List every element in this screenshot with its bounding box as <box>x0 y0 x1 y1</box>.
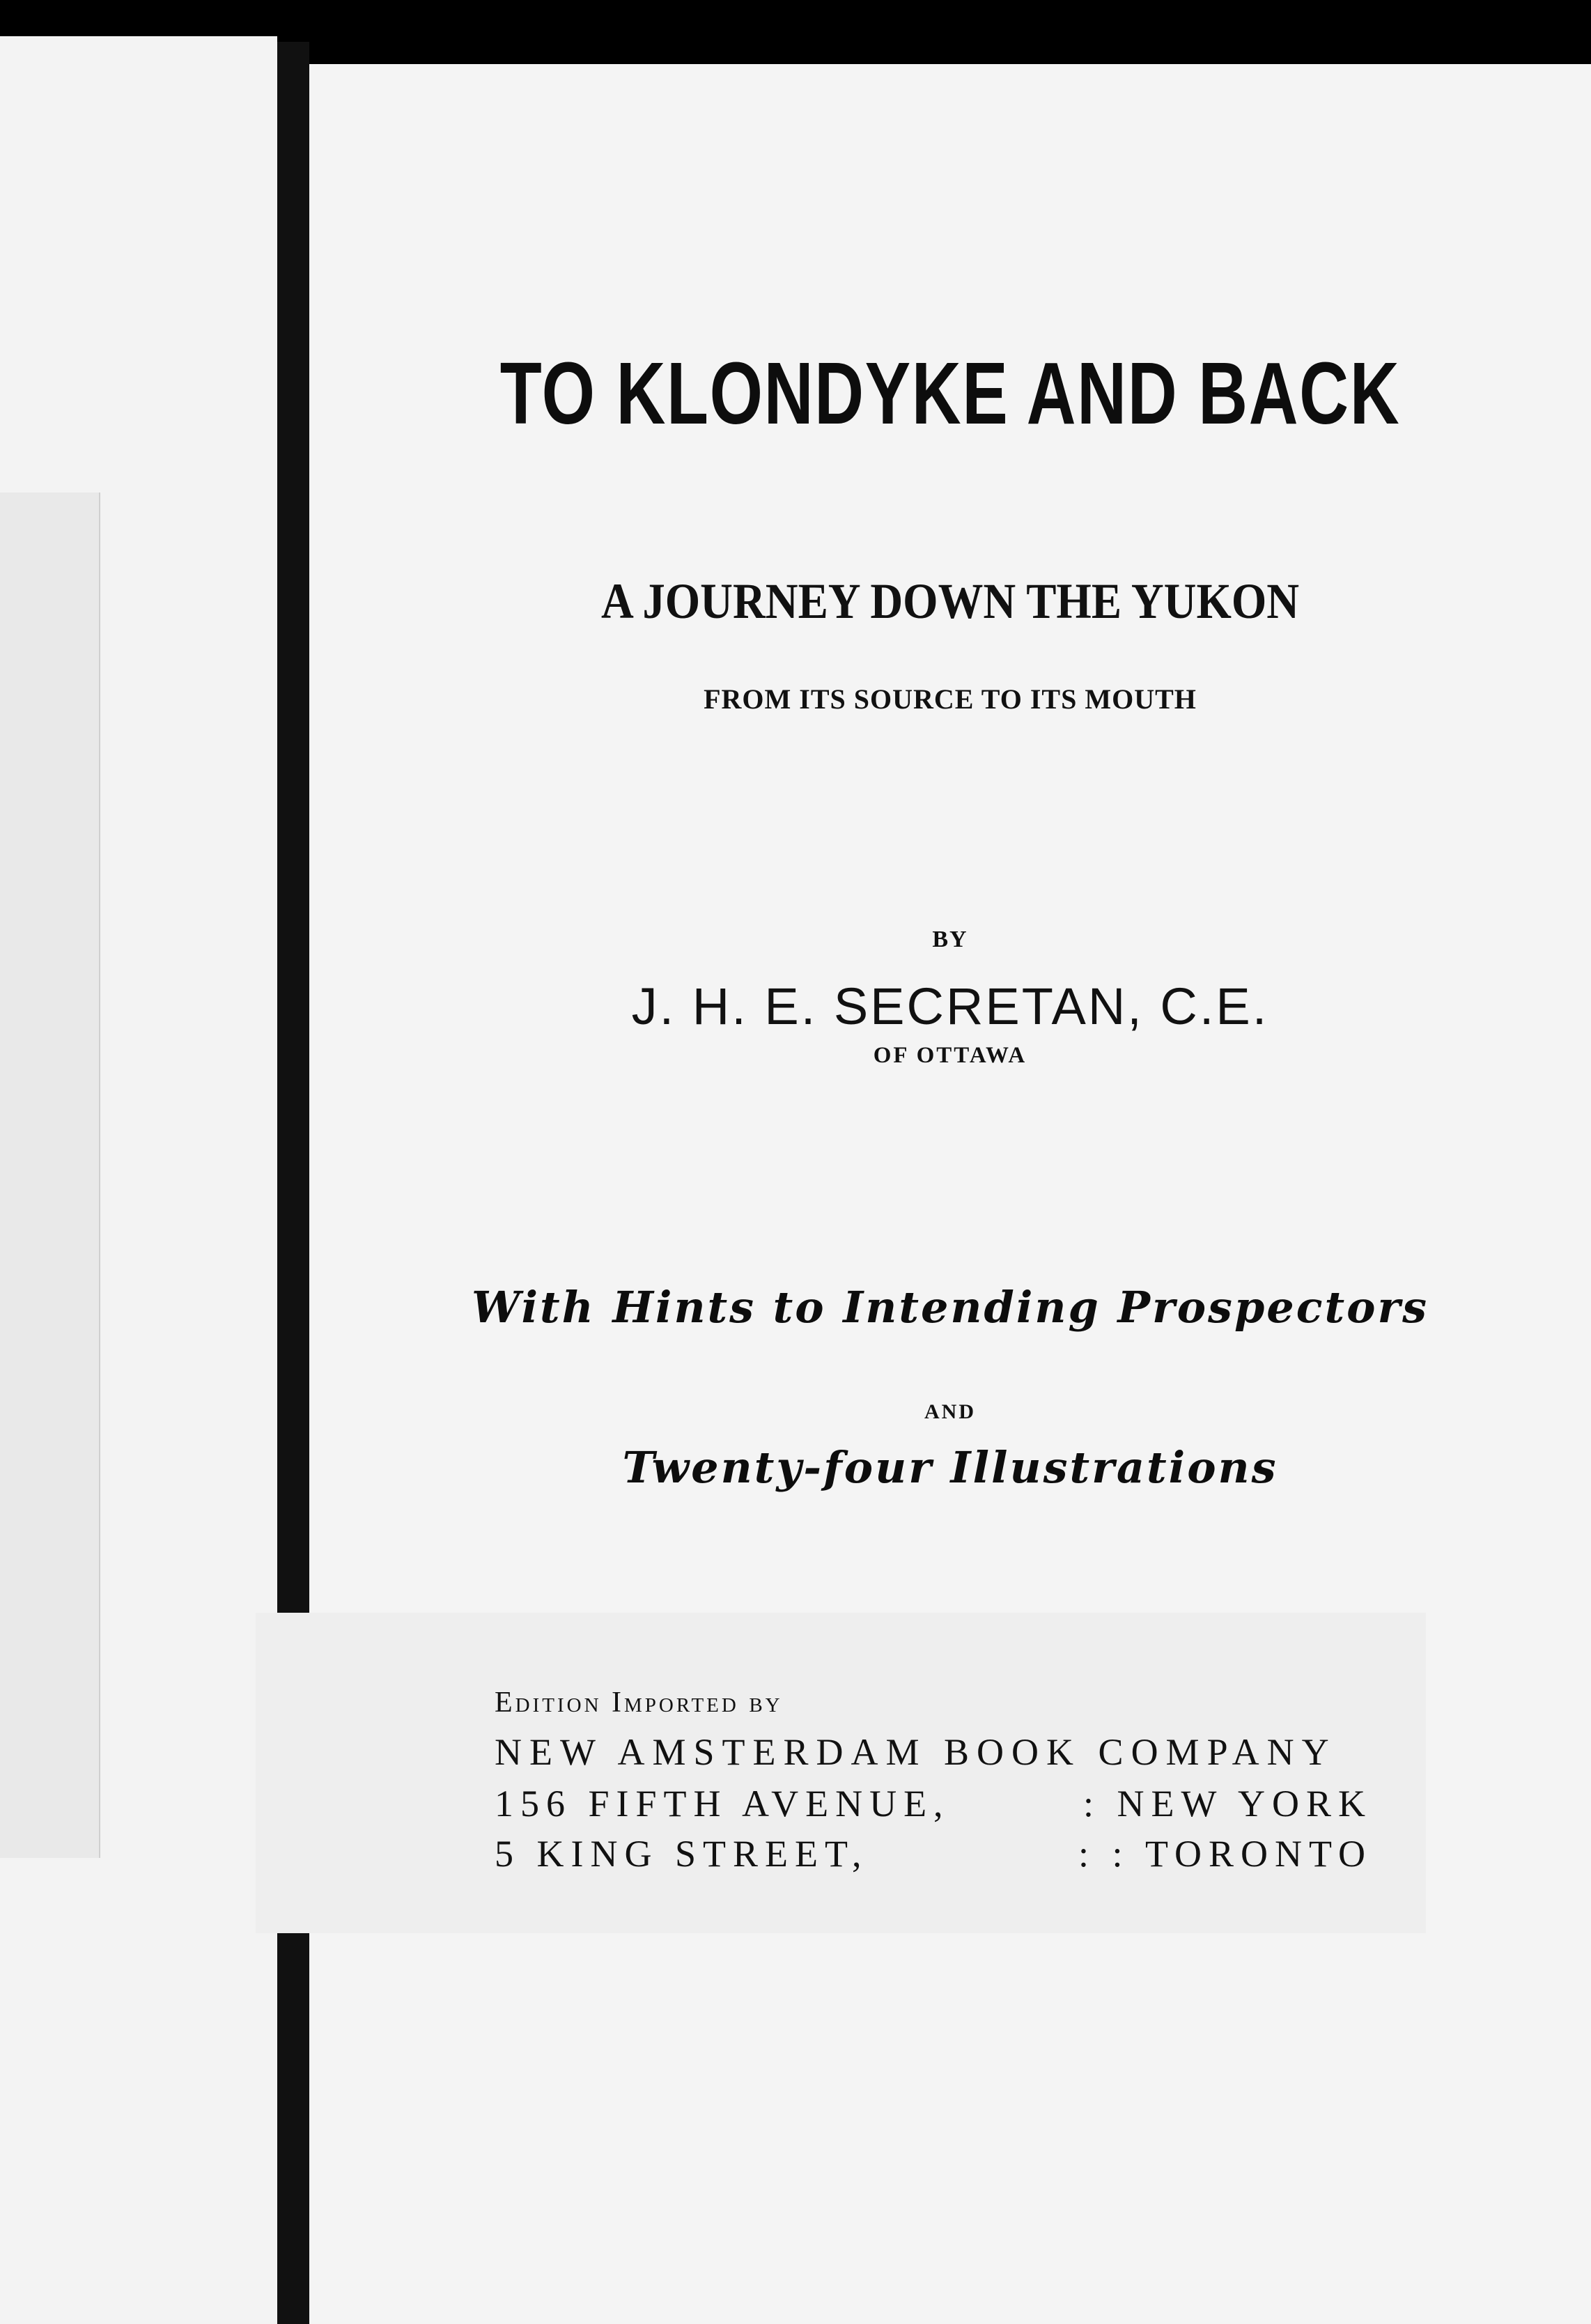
address-new-york <box>495 1782 1372 1825</box>
left-page-plate-edge <box>0 493 100 1858</box>
address-city: : : TORONTO <box>1078 1833 1372 1875</box>
author-name: J. H. E. SECRETAN, C.E. <box>631 977 1269 1035</box>
left-page <box>0 36 277 2324</box>
publisher-name: NEW AMSTERDAM BOOK COMPANY <box>495 1731 1337 1773</box>
book-gutter <box>277 42 309 2324</box>
by-label: BY <box>932 927 968 952</box>
address-street: 156 FIFTH AVENUE, <box>495 1783 950 1825</box>
and-label: AND <box>924 1400 976 1423</box>
book-subsubtitle: FROM ITS SOURCE TO ITS MOUTH <box>704 683 1197 715</box>
book-title: TO KLONDYKE AND BACK <box>499 344 1401 442</box>
address-toronto <box>495 1832 1372 1875</box>
edition-imported-by: Edition Imported by <box>495 1687 783 1719</box>
title-page <box>309 64 1591 2324</box>
address-city: : NEW YORK <box>1083 1783 1372 1825</box>
illustrations-line: Twenty-four Illustrations <box>622 1442 1278 1493</box>
hints-line: With Hints to Intending Prospectors <box>471 1282 1429 1333</box>
address-street: 5 KING STREET, <box>495 1833 869 1875</box>
book-subtitle: A JOURNEY DOWN THE YUKON <box>600 573 1300 629</box>
author-place: OF OTTAWA <box>873 1043 1027 1068</box>
